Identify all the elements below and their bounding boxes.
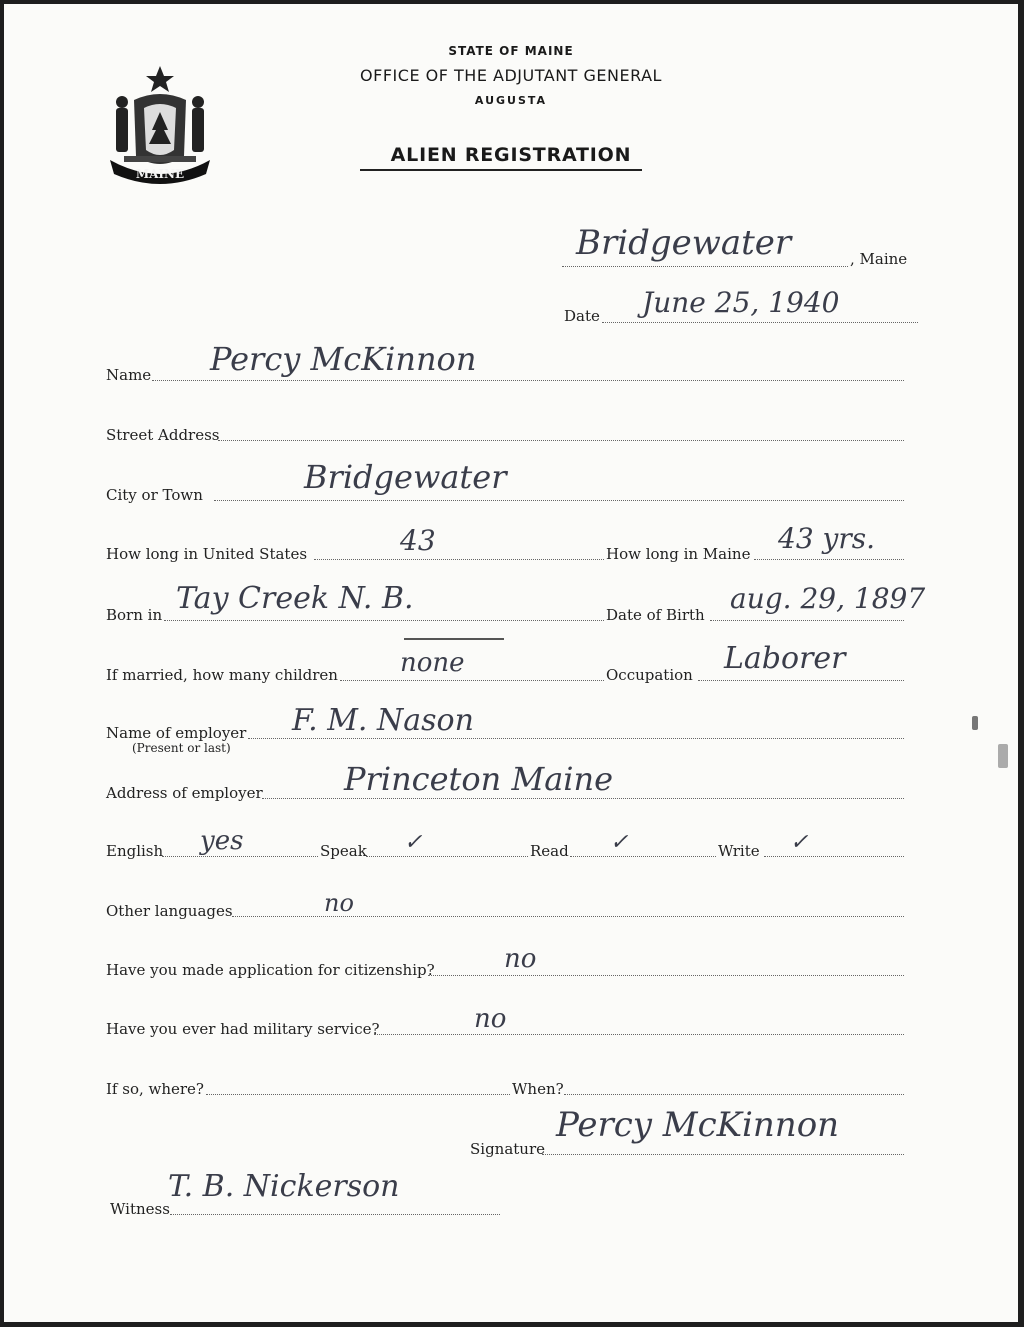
signature-label: Signature <box>470 1140 546 1158</box>
english-dots <box>162 856 318 857</box>
how-long-us-value: 43 <box>400 524 436 557</box>
form-title: ALIEN REGISTRATION <box>390 144 632 166</box>
military-label: Have you ever had military service? <box>106 1020 380 1038</box>
when-dots <box>564 1094 904 1095</box>
state-heading: STATE OF MAINE <box>448 44 574 58</box>
citizenship-dots <box>428 975 904 976</box>
office-heading: OFFICE OF THE ADJUTANT GENERAL <box>360 66 662 85</box>
military-value: no <box>474 1004 507 1034</box>
date-value: June 25, 1940 <box>642 286 840 319</box>
how-long-us-label: How long in United States <box>106 545 308 563</box>
witness-value: T. B. Nickerson <box>168 1169 400 1204</box>
where-label: If so, where? <box>106 1080 204 1098</box>
children-label: If married, how many children <box>106 666 338 684</box>
scan-speck <box>998 744 1008 768</box>
citizenship-value: no <box>504 944 537 974</box>
town-value: Bridgewater <box>576 223 792 263</box>
signature-dots <box>542 1154 904 1155</box>
how-long-us-dots <box>314 559 604 560</box>
occupation-value: Laborer <box>724 641 846 676</box>
military-dots <box>374 1034 904 1035</box>
employer-address-dots <box>262 798 904 799</box>
born-in-stroke <box>404 638 504 640</box>
how-long-maine-value: 43 yrs. <box>778 522 876 555</box>
children-dots <box>340 680 604 681</box>
date-label: Date <box>564 307 600 325</box>
city-town-value: Bridgewater <box>304 458 507 496</box>
occupation-dots <box>698 680 904 681</box>
name-value: Percy McKinnon <box>210 340 477 378</box>
how-long-maine-dots <box>754 559 904 560</box>
speak-label: Speak <box>320 842 367 860</box>
employer-dots <box>248 738 904 739</box>
scan-speck <box>972 716 978 730</box>
city-town-dots <box>214 500 904 501</box>
born-in-dots <box>164 620 604 621</box>
date-of-birth-value: aug. 29, 1897 <box>730 582 926 615</box>
witness-label: Witness <box>110 1200 170 1218</box>
employer-label: Name of employer <box>106 724 247 742</box>
english-label: English <box>106 842 164 860</box>
witness-dots <box>170 1214 500 1215</box>
where-dots <box>206 1094 510 1095</box>
write-dots <box>764 856 904 857</box>
children-value: none <box>400 648 465 678</box>
born-in-value: Tay Creek N. B. <box>176 581 414 616</box>
born-in-label: Born in <box>106 606 163 624</box>
employer-value: F. M. Nason <box>292 703 474 738</box>
read-value: ✓ <box>610 830 629 855</box>
name-dots <box>152 380 904 381</box>
write-label: Write <box>718 842 760 860</box>
city-town-label: City or Town <box>106 486 203 504</box>
city-heading: AUGUSTA <box>474 94 548 107</box>
date-of-birth-label: Date of Birth <box>606 606 705 624</box>
occupation-label: Occupation <box>606 666 693 684</box>
name-label: Name <box>106 366 152 384</box>
read-dots <box>570 856 716 857</box>
signature-value: Percy McKinnon <box>556 1105 840 1145</box>
date-dots <box>602 322 918 323</box>
how-long-maine-label: How long in Maine <box>606 545 751 563</box>
svg-text:MAINE: MAINE <box>135 167 185 181</box>
other-languages-label: Other languages <box>106 902 233 920</box>
speak-value: ✓ <box>404 830 423 855</box>
town-dots <box>562 266 848 267</box>
speak-dots <box>366 856 528 857</box>
date-of-birth-dots <box>710 620 904 621</box>
employer-note: (Present or last) <box>132 741 231 755</box>
employer-address-value: Princeton Maine <box>344 760 614 798</box>
citizenship-label: Have you made application for citizenship? <box>106 961 435 979</box>
write-value: ✓ <box>790 830 809 855</box>
registration-form <box>4 4 1018 1322</box>
title-underline <box>360 169 642 171</box>
street-label: Street Address <box>106 426 220 444</box>
other-languages-value: no <box>324 889 354 917</box>
maine-label: , Maine <box>850 250 908 268</box>
when-label: When? <box>512 1080 564 1098</box>
street-dots <box>218 440 904 441</box>
employer-address-label: Address of employer <box>106 784 263 802</box>
english-value: yes <box>200 826 244 856</box>
read-label: Read <box>530 842 569 860</box>
